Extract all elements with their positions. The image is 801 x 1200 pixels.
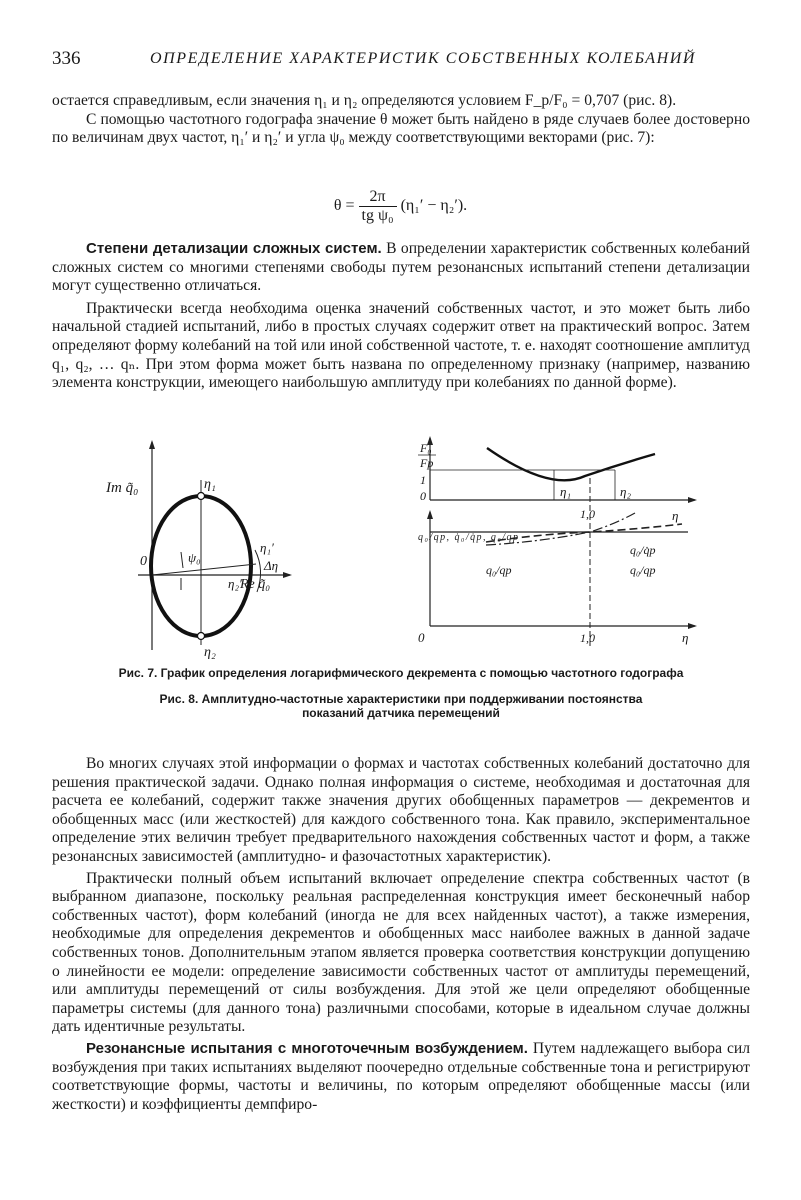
text-block-top <box>52 92 750 148</box>
section-paragraph <box>52 1040 750 1114</box>
eta2-label: η₂ <box>204 645 216 660</box>
section-heading: Степени детализации сложных систем. <box>86 240 382 257</box>
x-axis-label: Re q̃₀ <box>240 577 271 592</box>
bottom-ylabel: q₀/qр, q̇₀/q̇р, q₀/qр <box>418 532 518 543</box>
paragraph: С помощью частотного годографа значение θ может быть найдено в ряде случаев более достоверно по величинам двух частот, η₁′ и η₂′ и угла ψ₀ между соответствующими векторами (рис. 7): <box>52 110 750 147</box>
paragraph: остается справедливым, если значения η₁ и η₂ определяются условием F_р/F₀ = 0,707 (рис. 8). <box>52 92 677 109</box>
formula-numerator: 2π <box>359 188 397 207</box>
force-ratio-curve <box>487 448 655 480</box>
formula-fraction <box>359 188 397 225</box>
section-text: В определении характеристик собственных колебаний сложных систем со многими степенями свободы путем резонансных испытаний степени детализации могут существенно отличаться. <box>52 240 750 295</box>
text-block-middle <box>52 240 750 393</box>
top-x-arrow <box>688 497 697 503</box>
eta-axis-top: η <box>672 508 679 523</box>
delta-eta-label: Δη <box>264 558 279 573</box>
bottom-y-arrow <box>427 510 433 519</box>
caption-figure-8: Рис. 8. Амплитудно-частотные характеристики при поддерживании постоянства показаний датчика перемещений <box>159 692 643 720</box>
psi-label: ψ₀ <box>188 550 201 565</box>
tick-1-0: 1,0 <box>580 631 595 645</box>
formula-lhs: θ = <box>333 197 355 215</box>
curve-label-3: q₀/qр <box>630 563 656 577</box>
running-title: ОПРЕДЕЛЕНИЕ ХАРАКТЕРИСТИК СОБСТВЕННЫХ КОЛЕБАНИЙ <box>150 50 697 67</box>
eta2-prime-label: η₂′ <box>228 576 242 591</box>
formula-denominator: tg ψ₀ <box>361 207 394 224</box>
y-axis-label: Im q̃₀ <box>106 480 139 496</box>
psi-arrows <box>181 552 183 590</box>
y-axis-arrow <box>149 440 155 449</box>
figure-8-amplitude-frequency <box>420 436 720 656</box>
tick-1: 1 <box>420 473 426 487</box>
figure-7-hodograph <box>100 440 350 660</box>
origin-label: 0 <box>418 630 425 645</box>
page-header <box>52 48 752 72</box>
eta2-label: η₂ <box>620 484 631 499</box>
section-text: Путем надлежащего выбора сил возбуждения при таких испытаниях выделяют поочередно отдельные собственные тона и регистрируют соответствующие формы, частоты и величины, по которым определяют обобщенные массы (или жесткости) и коэффициенты демпфиро- <box>52 1039 750 1113</box>
paragraph: Практически всегда необходима оценка значений собственных частот, и это может быть либо начальной стадией испытаний, либо в простых случаях содержит ответ на практический вопрос. Затем определяют форму колебаний на той или иной собственной частоте, т. е. находят соотношение амплитуд q₁, q₂, … qₙ. При этом форма может быть названа по определенному признаку (например, названию элемента конструкции, имеющего наибольшую амплитуду при колебаниях по данной форме). <box>52 299 750 392</box>
tick-1-0-top: 1,0 <box>580 507 595 521</box>
curve-label-1: q₀/qр <box>486 563 512 577</box>
eta1-label: η₁ <box>204 477 216 492</box>
paragraph: Во многих случаях этой информации о формах и частотах собственных колебаний достаточно для решения практической задачи. Однако полная информация о системе, необходимая и достаточная для расчета ее колебаний, содержит также значения других обобщенных параметров — декрементов и обобщенных масс (или жесткостей) для каждого собственного тона. Как правило, экспериментальное определение этих величин требует предварительного нахождения собственных частот и форм, а также резонансных зависимостей (амплитудно- и фазочастотных характеристик). <box>52 755 750 865</box>
curve-label-2: q₀/q̇р <box>630 543 656 557</box>
top-ylabel-den: Fр <box>420 456 434 470</box>
formula <box>0 188 801 225</box>
point-eta1 <box>198 493 205 500</box>
text-block-bottom <box>52 755 750 1114</box>
section-heading: Резонансные испытания с многоточечным возбуждением. <box>86 1039 528 1057</box>
bottom-x-arrow <box>688 623 697 629</box>
tick-0: 0 <box>420 489 426 503</box>
eta1-prime-label: η₁′ <box>260 540 274 555</box>
origin-label: 0 <box>140 554 147 569</box>
vector-line <box>152 564 256 575</box>
point-eta2 <box>198 633 205 640</box>
formula-rhs: (η₁′ − η₂′). <box>400 197 468 215</box>
eta1-label: η₁ <box>560 484 571 499</box>
caption-figure-7: Рис. 7. График определения логарифмического декремента с помощью частотного годографа <box>118 666 684 680</box>
section-paragraph <box>52 240 750 296</box>
top-ylabel-num: F₀ <box>420 441 432 455</box>
page-number: 336 <box>52 48 81 69</box>
eta-axis-label: η <box>682 630 689 645</box>
x-axis-arrow <box>283 572 292 578</box>
paragraph: Практически полный объем испытаний включает определение спектра собственных частот (в выбранном диапазоне, поскольку реальная распределенная конструкция имеет бесконечный набор собственных частот), форм колебаний (иногда не для всех найденных частот), а также измерения, необходимые для определения декрементов и обобщенных масс наиболее важных в данной задаче собственных тонов. Дополнительным этапом является проверка соответствия конструкции допущению о линейности ее модели: определение зависимости собственных частот от амплитуды перемещений, или амплитуды перемещений от силы возбуждения. Для этой же цели определяют обобщенные параметры системы (для данного тона) различными способами, которые в идеальном случае должны дать идентичные результаты. <box>52 869 750 1036</box>
